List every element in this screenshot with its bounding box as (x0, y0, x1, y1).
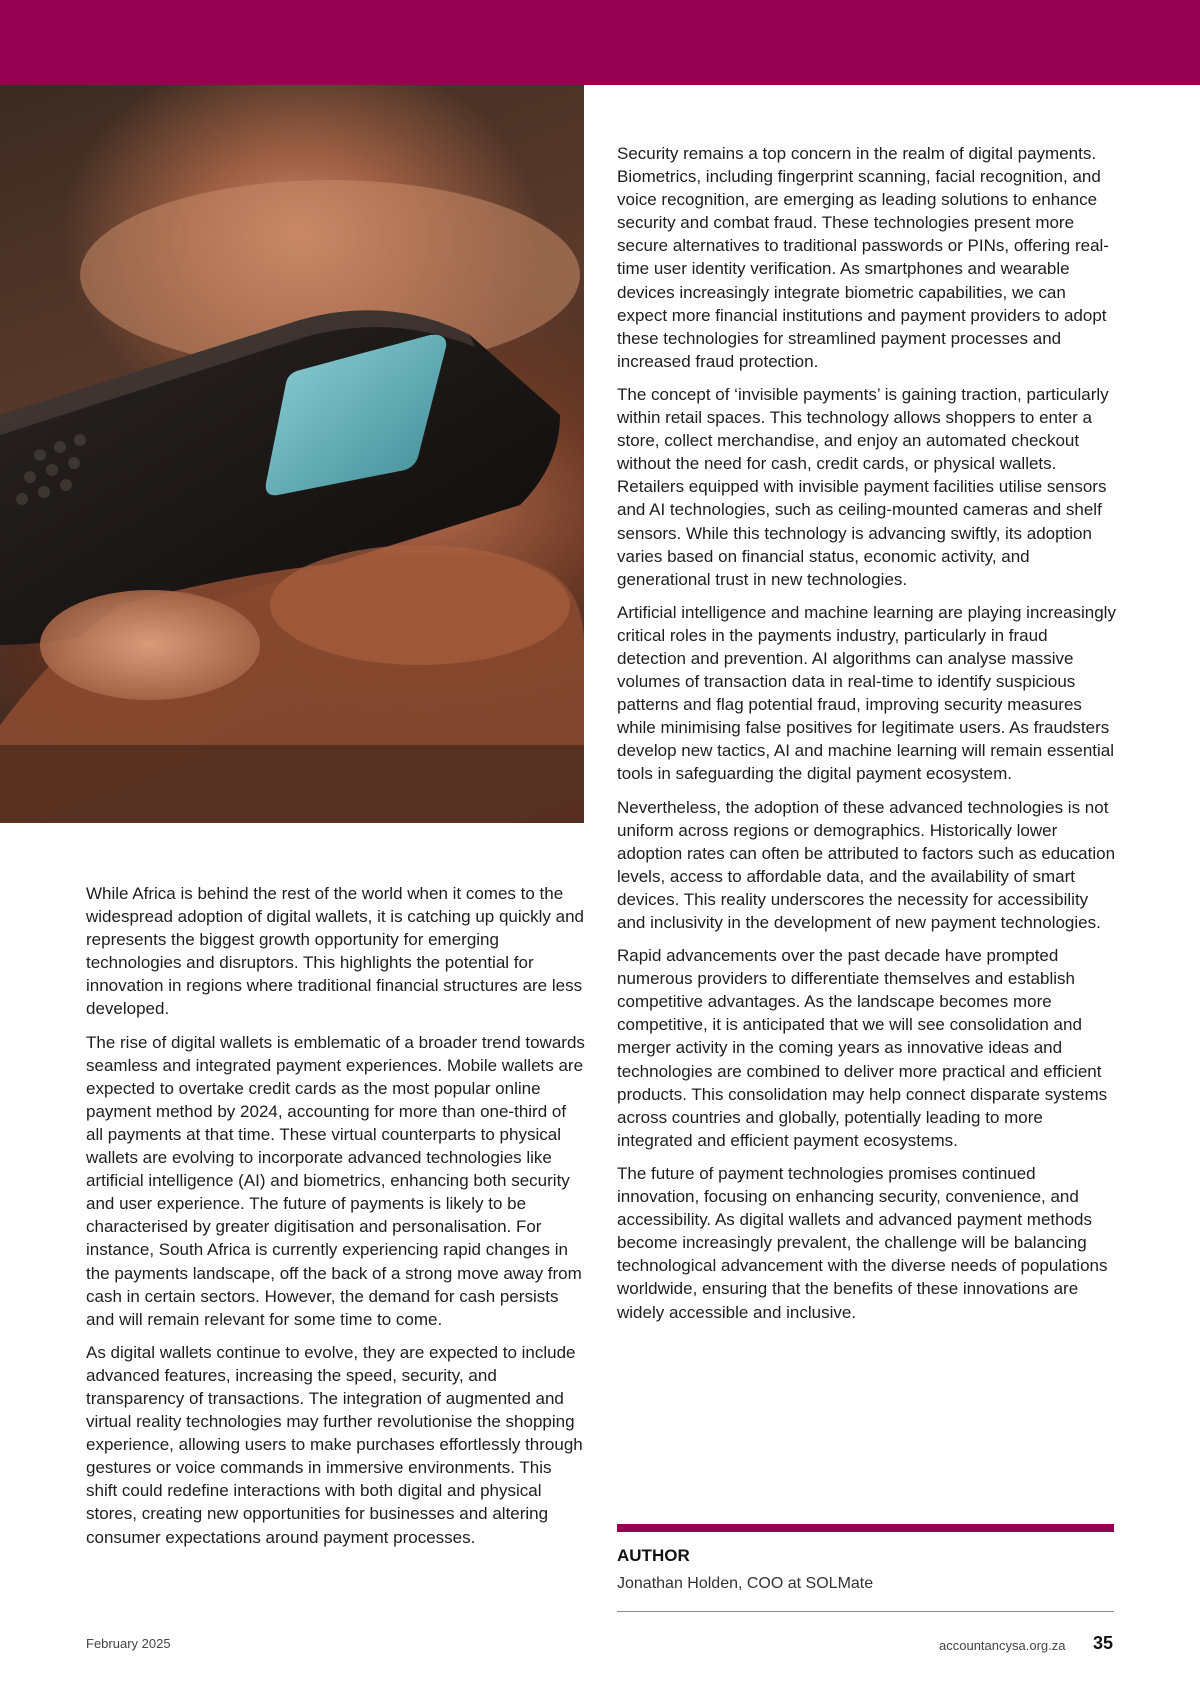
author-divider-bar (617, 1524, 1114, 1532)
page-number: 35 (1093, 1633, 1114, 1653)
payment-terminal-illustration (0, 85, 584, 823)
article-paragraph: While Africa is behind the rest of the world when it comes to the widespread adoption of digital wallets, it is catching up quickly and represents the biggest growth opportunity for emerging technologies and disruptors. This highlights the potential for innovation in regions where traditional financial structures are less developed. (86, 884, 585, 1019)
article-paragraph: The future of payment technologies promises continued innovation, focusing on enhancing security, convenience, and accessibility. As digital wallets and advanced payment methods become increasingly prevalent, the challenge will be balancing technological advancement with the diverse needs of populations worldwide, ensuring that the benefits of these innovations are widely accessible and inclusive. (617, 1163, 1108, 1322)
article-paragraph: The rise of digital wallets is emblematic of a broader trend towards seamless and integrated payment experiences. Mobile wallets are expected to overtake credit cards as the most popular online payment method by 2024, accounting for more than one-third of all payments at that time. These virtual counterparts to physical wallets are evolving to incorporate advanced technologies like artificial intelligence (AI) and biometrics, enhancing both security and user experience. The future of payments is likely to be characterised by greater digitisation and personalisation. For instance, South Africa is currently experiencing rapid changes in the payments landscape, off the back of a strong move away from cash in certain sectors. However, the demand for cash persists and will remain relevant for some time to come. (86, 1032, 585, 1329)
article-paragraph: Artificial intelligence and machine learning are playing increasingly critical roles in the payments industry, particularly in fraud detection and prevention. AI algorithms can analyse massive volumes of transaction data in real-time to identify suspicious patterns and flag potential fraud, improving security measures while minimising false positives for legitimate users. As fraudsters develop new tactics, AI and machine learning will remain essential tools in safeguarding the digital payment ecosystem. (617, 602, 1116, 784)
header-color-band (0, 0, 1200, 85)
footer-site-url[interactable]: accountancysa.org.za (939, 1638, 1066, 1653)
article-column-right (617, 142, 1117, 1334)
article-paragraph: As digital wallets continue to evolve, they are expected to include advanced features, increasing the speed, security, and transparency of transactions. The integration of augmented and virtual reality technologies may further revolutionise the shopping experience, allowing users to make purchases effortlessly through gestures or voice commands in immersive environments. This shift could redefine interactions with both digital and physical stores, creating new opportunities for businesses and altering consumer expectations around payment processes. (86, 1342, 583, 1547)
author-divider-rule (617, 1611, 1114, 1612)
article-paragraph: Security remains a top concern in the realm of digital payments. Biometrics, including fingerprint scanning, facial recognition, and voice recognition, are emerging as leading solutions to enhance security and combat fraud. These technologies present more secure alternatives to traditional passwords or PINs, offering real-time user identity verification. As smartphones and wearable devices increasingly integrate biometric capabilities, we can expect more financial institutions and payment providers to adopt these technologies for streamlined payment processes and increased fraud protection. (617, 144, 1109, 371)
article-paragraph: The concept of ‘invisible payments’ is gaining traction, particularly within retail spaces. This technology allows shoppers to enter a store, collect merchandise, and enjoy an automated checkout without the need for cash, credit cards, or physical wallets. Retailers equipped with invisible payment facilities utilise sensors and AI technologies, such as ceiling-mounted cameras and shelf sensors. While this technology is advancing swiftly, its adoption varies based on financial status, economic activity, and generational trust in new technologies. (617, 384, 1109, 589)
article-paragraph: Nevertheless, the adoption of these advanced technologies is not uniform across regions or demographics. Historically lower adoption rates can often be attributed to factors such as education levels, access to affordable data, and the availability of smart devices. This reality underscores the necessity for accessibility and inclusivity in the development of new payment technologies. (617, 797, 1116, 932)
article-column-left (86, 882, 586, 1559)
author-name: Jonathan Holden, COO at SOLMate (617, 1575, 874, 1592)
payment-terminal-photo (0, 85, 584, 823)
author-label: AUTHOR (617, 1546, 690, 1565)
footer-date: February 2025 (86, 1636, 171, 1651)
article-paragraph: Rapid advancements over the past decade have prompted numerous providers to differentiate themselves and establish competitive advantages. As the landscape becomes more competitive, it is anticipated that we will see consolidation and merger activity in the coming years as innovative ideas and technologies are combined to deliver more practical and efficient products. This consolidation may help connect disparate systems across countries and globally, potentially leading to more integrated and efficient payment ecosystems. (617, 946, 1108, 1150)
